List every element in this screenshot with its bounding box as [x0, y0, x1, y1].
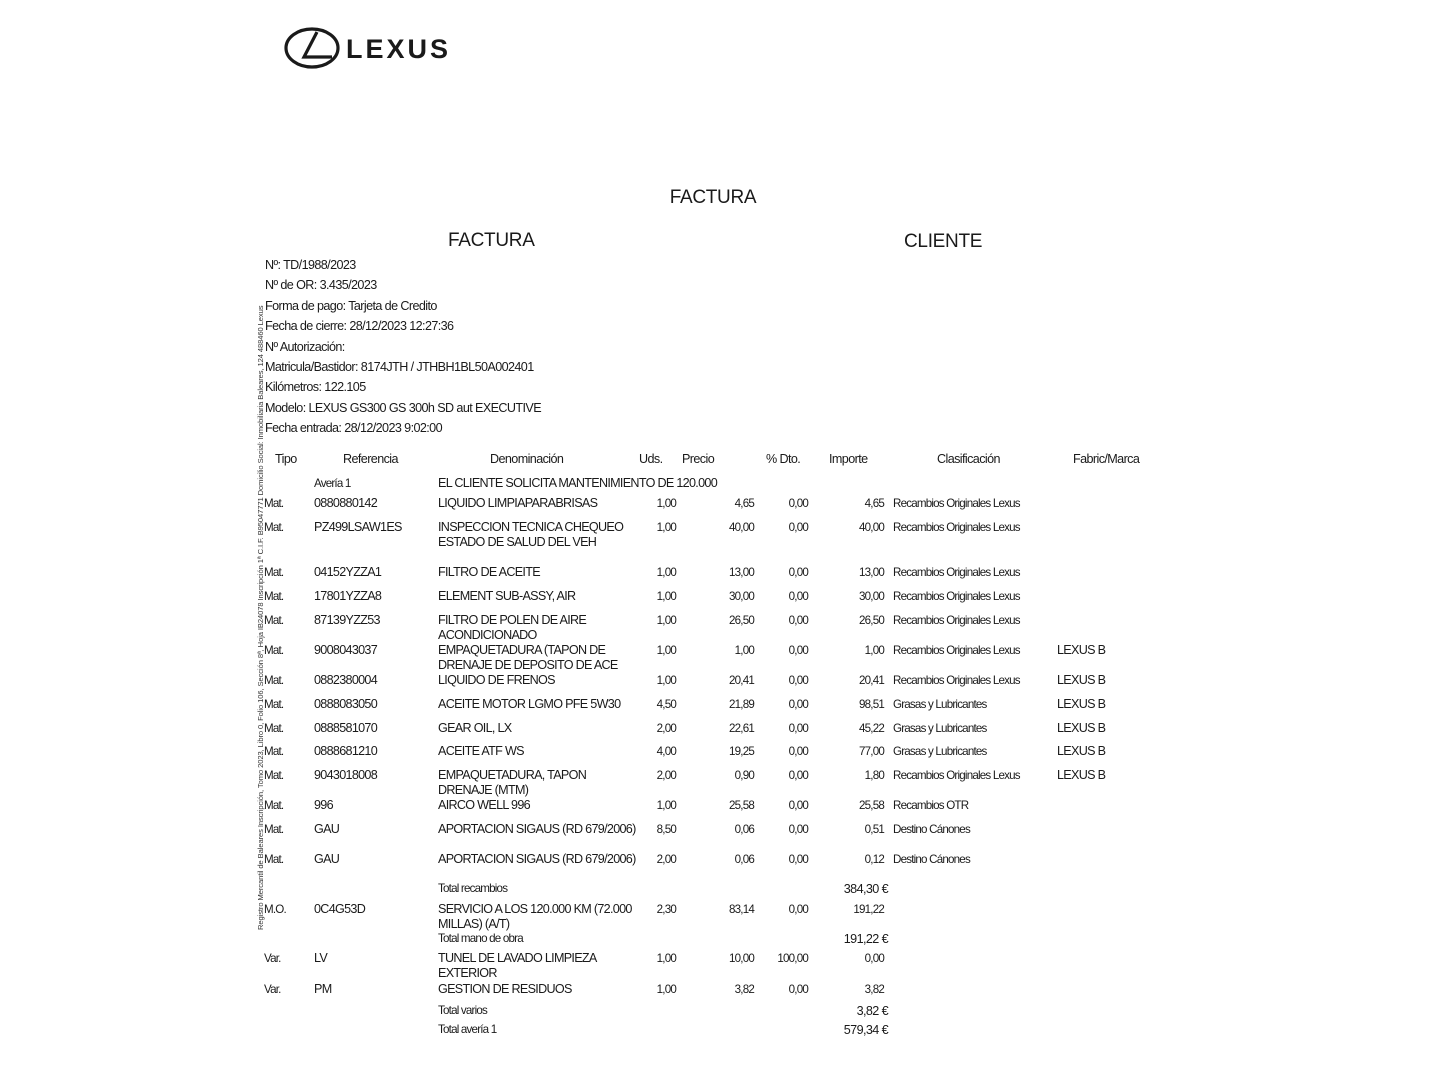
cell-importe: 45,22: [858, 722, 884, 735]
cell-tipo: Mat.: [264, 769, 284, 782]
cell-importe: 98,51: [858, 698, 884, 711]
cell-denominacion: LIQUIDO DE FRENOS: [438, 673, 555, 687]
cell-denominacion: LIQUIDO LIMPIAPARABRISAS: [438, 496, 598, 510]
cell-fabric-marca: LEXUS B: [1057, 768, 1106, 782]
header-referencia: Referencia: [343, 452, 398, 466]
cell-dto: 0,00: [788, 521, 808, 534]
cell-dto: 100,00: [777, 952, 808, 965]
header-clasificacion: Clasificación: [937, 452, 1000, 466]
cell-dto: 0,00: [788, 769, 808, 782]
cell-denominacion: GESTION DE RESIDUOS: [438, 982, 572, 996]
cell-importe: 25,58: [858, 799, 884, 812]
cell-referencia: PZ499LSAW1ES: [314, 520, 402, 534]
cell-referencia: GAU: [314, 852, 340, 866]
info-value: Tarjeta de Credito: [348, 299, 437, 313]
cell-precio: 1,00: [734, 644, 754, 657]
cell-referencia: 9008043037: [314, 643, 378, 657]
cell-importe: 20,41: [858, 674, 884, 687]
cell-tipo: Mat.: [264, 614, 284, 627]
cell-uds: 1,00: [656, 497, 676, 510]
total-mano-obra-value: 191,22 €: [843, 932, 888, 946]
cell-uds: 1,00: [656, 521, 676, 534]
header-precio: Precio: [682, 452, 715, 466]
cell-fabric-marca: LEXUS B: [1057, 721, 1106, 735]
cell-tipo: Mat.: [264, 521, 284, 534]
cell-dto: 0,00: [788, 566, 808, 579]
cell-fabric-marca: LEXUS B: [1057, 673, 1106, 687]
cell-clasificacion: Destino Cánones: [893, 853, 970, 866]
total-mano-obra-label: Total mano de obra: [438, 932, 523, 945]
cell-importe: 1,80: [864, 769, 884, 782]
cell-uds: 1,00: [656, 590, 676, 603]
cell-referencia: 0882380004: [314, 673, 378, 687]
cell-importe: 1,00: [864, 644, 884, 657]
cell-importe: 0,00: [864, 952, 884, 965]
cell-referencia: 0888083050: [314, 697, 378, 711]
cell-tipo: Mat.: [264, 853, 284, 866]
info-value: 28/12/2023 9:02:00: [344, 421, 442, 435]
cell-importe: 26,50: [858, 614, 884, 627]
cell-clasificacion: Recambios Originales Lexus: [893, 521, 1020, 534]
client-section-title: CLIENTE: [904, 231, 983, 252]
cell-uds: 1,00: [656, 674, 676, 687]
cell-tipo: M.O.: [264, 903, 286, 916]
info-line: [265, 401, 541, 415]
total-recambios-label: Total recambios: [438, 882, 508, 895]
header-dto: % Dto.: [766, 452, 801, 466]
cell-denominacion: APORTACION SIGAUS (RD 679/2006): [438, 822, 636, 836]
header-denominacion: Denominación: [490, 452, 564, 466]
info-label: Matricula/Bastidor:: [265, 360, 358, 374]
cell-fabric-marca: LEXUS B: [1057, 744, 1106, 758]
cell-importe: 77,00: [858, 745, 884, 758]
cell-uds: 2,30: [656, 903, 676, 916]
cell-denominacion: ACEITE ATF WS: [438, 744, 524, 758]
cell-precio: 3,82: [734, 983, 754, 996]
cell-importe: 3,82: [864, 983, 884, 996]
info-line: [265, 340, 345, 354]
cell-denominacion: EMPAQUETADURA (TAPON DE DRENAJE DE DEPOSITO DE ACE: [438, 643, 618, 672]
cell-precio: 4,65: [734, 497, 754, 510]
cell-denominacion: GEAR OIL, LX: [438, 721, 512, 735]
cell-clasificacion: Destino Cánones: [893, 823, 970, 836]
total-varios-label: Total varios: [438, 1004, 488, 1017]
cell-importe: 191,22: [853, 903, 884, 916]
cell-uds: 2,00: [656, 769, 676, 782]
cell-dto: 0,00: [788, 614, 808, 627]
cell-tipo: Var.: [264, 952, 281, 965]
cell-precio: 10,00: [728, 952, 754, 965]
cell-importe: 30,00: [858, 590, 884, 603]
cell-referencia: 04152YZZA1: [314, 565, 382, 579]
registry-vertical-text: Registro Mercantil de Baleares Inscripción, Tomo 2023, Libro 0, Folio 106, Sección 8ª, Hoja IB24078 Inscripción 1ª C.I.F. B95047771 Domicilio Social: Inmobiliaria Baleares, 124 488460 Lexus: [256, 305, 265, 930]
total-varios-value: 3,82 €: [856, 1004, 888, 1018]
info-value: TD/1988/2023: [283, 258, 356, 272]
cell-tipo: Mat.: [264, 674, 284, 687]
cell-dto: 0,00: [788, 590, 808, 603]
cell-denominacion: EMPAQUETADURA, TAPON DRENAJE (MTM): [438, 768, 587, 797]
cell-fabric-marca: LEXUS B: [1057, 697, 1106, 711]
info-line: [265, 421, 442, 435]
cell-denominacion: TUNEL DE LAVADO LIMPIEZA EXTERIOR: [438, 951, 596, 980]
info-line: [265, 380, 366, 394]
cell-referencia: PM: [314, 982, 332, 996]
averia-label: Avería 1: [314, 477, 351, 490]
total-averia-value: 579,34 €: [843, 1023, 888, 1037]
cell-clasificacion: Recambios Originales Lexus: [893, 644, 1020, 657]
cell-referencia: 0C4G53D: [314, 902, 366, 916]
cell-clasificacion: Recambios Originales Lexus: [893, 497, 1020, 510]
header-uds: Uds.: [639, 452, 663, 466]
cell-uds: 4,50: [656, 698, 676, 711]
cell-uds: 2,00: [656, 722, 676, 735]
cell-referencia: 9043018008: [314, 768, 378, 782]
cell-tipo: Mat.: [264, 566, 284, 579]
info-line: [265, 360, 534, 374]
cell-clasificacion: Recambios Originales Lexus: [893, 769, 1020, 782]
cell-precio: 30,00: [728, 590, 754, 603]
cell-denominacion: INSPECCION TECNICA CHEQUEO ESTADO DE SALUD DEL VEH: [438, 520, 624, 549]
info-line: [265, 258, 356, 272]
cell-denominacion: FILTRO DE POLEN DE AIRE ACONDICIONADO: [438, 613, 587, 642]
invoice-section-title: FACTURA: [448, 230, 535, 251]
cell-uds: 1,00: [656, 614, 676, 627]
cell-dto: 0,00: [788, 497, 808, 510]
cell-tipo: Var.: [264, 983, 281, 996]
cell-tipo: Mat.: [264, 698, 284, 711]
cell-denominacion: SERVICIO A LOS 120.000 KM (72.000 MILLAS) (A/T): [438, 902, 632, 931]
info-line: [265, 278, 377, 292]
cell-uds: 1,00: [656, 983, 676, 996]
cell-precio: 0,06: [734, 853, 754, 866]
invoice-title: FACTURA: [669, 187, 757, 208]
cell-uds: 1,00: [656, 799, 676, 812]
cell-referencia: 87139YZZ53: [314, 613, 380, 627]
cell-importe: 0,12: [864, 853, 884, 866]
cell-precio: 13,00: [728, 566, 754, 579]
cell-clasificacion: Recambios Originales Lexus: [893, 566, 1020, 579]
cell-clasificacion: Recambios OTR: [893, 799, 969, 812]
cell-referencia: 0888681210: [314, 744, 378, 758]
cell-denominacion: ACEITE MOTOR LGMO PFE 5W30: [438, 697, 621, 711]
cell-uds: 2,00: [656, 853, 676, 866]
brand-wordmark: LEXUS: [346, 34, 452, 64]
header-fabric-marca: Fabric/Marca: [1073, 452, 1140, 466]
info-label: Nº:: [265, 258, 281, 272]
cell-dto: 0,00: [788, 698, 808, 711]
cell-precio: 0,06: [734, 823, 754, 836]
info-label: Forma de pago:: [265, 299, 346, 313]
cell-dto: 0,00: [788, 674, 808, 687]
cell-referencia: 996: [314, 798, 333, 812]
info-value: 8174JTH / JTHBH1BL50A002401: [360, 360, 534, 374]
cell-dto: 0,00: [788, 853, 808, 866]
cell-dto: 0,00: [788, 745, 808, 758]
info-value: 3.435/2023: [319, 278, 377, 292]
info-value: 122.105: [324, 380, 366, 394]
cell-tipo: Mat.: [264, 497, 284, 510]
total-recambios-value: 384,30 €: [843, 882, 888, 896]
header-tipo: Tipo: [275, 452, 297, 466]
cell-dto: 0,00: [788, 983, 808, 996]
info-line: [265, 299, 437, 313]
cell-precio: 21,89: [728, 698, 754, 711]
info-label: Fecha de cierre:: [265, 319, 347, 333]
cell-denominacion: ELEMENT SUB-ASSY, AIR: [438, 589, 576, 603]
cell-precio: 0,90: [734, 769, 754, 782]
cell-denominacion: FILTRO DE ACEITE: [438, 565, 540, 579]
cell-clasificacion: Recambios Originales Lexus: [893, 674, 1020, 687]
cell-clasificacion: Grasas y Lubricantes: [893, 698, 987, 711]
info-label: Nº de OR:: [265, 278, 317, 292]
cell-dto: 0,00: [788, 903, 808, 916]
cell-tipo: Mat.: [264, 799, 284, 812]
cell-tipo: Mat.: [264, 745, 284, 758]
cell-precio: 20,41: [728, 674, 754, 687]
cell-dto: 0,00: [788, 823, 808, 836]
info-label: Modelo:: [265, 401, 306, 415]
cell-clasificacion: Grasas y Lubricantes: [893, 722, 987, 735]
cell-referencia: 0880880142: [314, 496, 378, 510]
info-label: Kilómetros:: [265, 380, 322, 394]
cell-precio: 83,14: [728, 903, 754, 916]
averia-description: EL CLIENTE SOLICITA MANTENIMIENTO DE 120.000: [438, 476, 718, 490]
cell-tipo: Mat.: [264, 644, 284, 657]
cell-denominacion: AIRCO WELL 996: [438, 798, 530, 812]
cell-dto: 0,00: [788, 799, 808, 812]
info-value: 28/12/2023 12:27:36: [349, 319, 454, 333]
cell-clasificacion: Grasas y Lubricantes: [893, 745, 987, 758]
cell-uds: 8,50: [656, 823, 676, 836]
cell-dto: 0,00: [788, 722, 808, 735]
cell-referencia: GAU: [314, 822, 340, 836]
lexus-logo: [282, 24, 522, 70]
info-line: [265, 319, 453, 333]
cell-dto: 0,00: [788, 644, 808, 657]
cell-uds: 4,00: [656, 745, 676, 758]
cell-importe: 13,00: [858, 566, 884, 579]
cell-tipo: Mat.: [264, 722, 284, 735]
cell-importe: 0,51: [864, 823, 884, 836]
cell-precio: 19,25: [728, 745, 754, 758]
header-importe: Importe: [829, 452, 868, 466]
cell-uds: 1,00: [656, 644, 676, 657]
info-label: Fecha entrada:: [265, 421, 342, 435]
cell-precio: 22,61: [728, 722, 754, 735]
cell-referencia: LV: [314, 951, 328, 965]
cell-precio: 26,50: [728, 614, 754, 627]
cell-precio: 40,00: [728, 521, 754, 534]
cell-clasificacion: Recambios Originales Lexus: [893, 590, 1020, 603]
cell-precio: 25,58: [728, 799, 754, 812]
cell-importe: 40,00: [858, 521, 884, 534]
cell-referencia: 17801YZZA8: [314, 589, 382, 603]
cell-importe: 4,65: [864, 497, 884, 510]
info-label: Nº Autorización:: [265, 340, 345, 354]
cell-uds: 1,00: [656, 566, 676, 579]
cell-clasificacion: Recambios Originales Lexus: [893, 614, 1020, 627]
info-value: LEXUS GS300 GS 300h SD aut EXECUTIVE: [308, 401, 542, 415]
cell-tipo: Mat.: [264, 823, 284, 836]
cell-referencia: 0888581070: [314, 721, 378, 735]
cell-uds: 1,00: [656, 952, 676, 965]
cell-denominacion: APORTACION SIGAUS (RD 679/2006): [438, 852, 636, 866]
cell-tipo: Mat.: [264, 590, 284, 603]
total-averia-label: Total avería 1: [438, 1023, 497, 1036]
cell-fabric-marca: LEXUS B: [1057, 643, 1106, 657]
